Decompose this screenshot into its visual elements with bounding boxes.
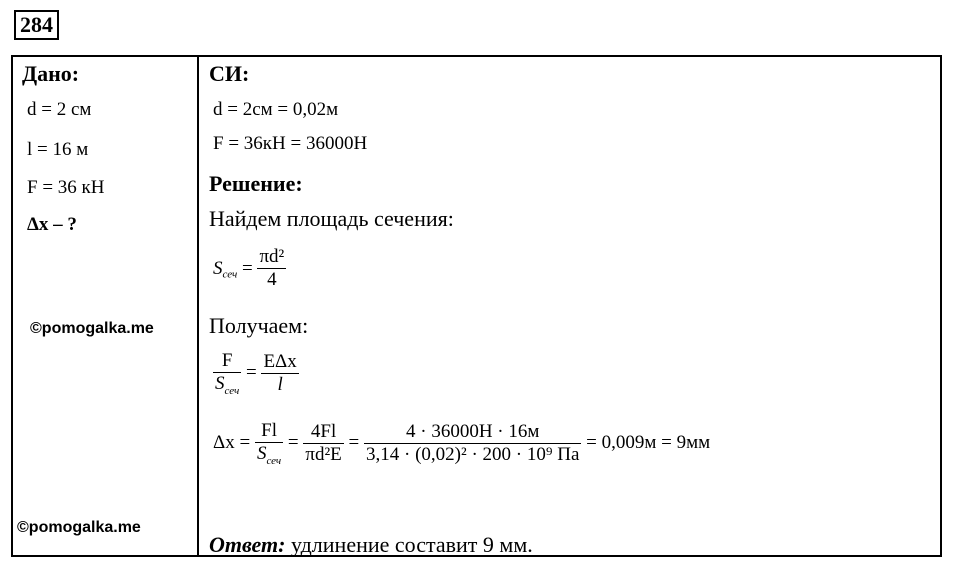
watermark-bottom: ©pomogalka.me xyxy=(17,519,141,536)
area-numerator: πd² xyxy=(259,246,285,267)
area-lhs: S xyxy=(213,257,223,279)
answer-label: Ответ: xyxy=(209,532,286,557)
watermark-top: ©pomogalka.me xyxy=(30,320,154,337)
equation-delta-x: Δx = Fl $S_{сеч}$ = $\frac{4Fl}{\text{πd²E}}$ = 4 · 36000Н · 16м 3,14 · (0,02)² · 200 · 10⁹ Па = 0,009м = 9мм xyxy=(213,420,711,467)
area-formula: $S_{сеч}$ = $\frac{\text{πd²}}{4}$ xyxy=(213,246,285,290)
solution-table xyxy=(11,55,942,557)
equation-hooke: F $S_{сеч}$ = EΔx l xyxy=(215,350,297,397)
eq2-fraction3-denominator: 3,14 · (0,02)² · 200 · 10⁹ Па xyxy=(366,443,580,465)
eq2-fraction3-numerator: 4 · 36000Н · 16м xyxy=(364,421,581,444)
eq1-left-numerator: F xyxy=(213,350,241,373)
given-line-diameter: d = 2 см xyxy=(27,99,92,120)
eq1-right-numerator: EΔx xyxy=(263,350,297,372)
area-lhs-sub: сеч xyxy=(222,268,238,281)
eq2-fraction2-numerator: 4Fl xyxy=(303,421,343,444)
find-area-text: Найдем площадь сечения: xyxy=(209,206,454,231)
eq1-left-denominator: S xyxy=(215,373,225,394)
problem-number: 284 xyxy=(14,10,59,40)
eq2-fraction1-denominator: S xyxy=(256,443,267,464)
given-line-force: F = 36 кН xyxy=(27,177,105,198)
given-title: Дано: xyxy=(22,61,80,86)
area-denominator: 4 xyxy=(267,269,277,290)
si-line-force: F = 36кН = 36000Н xyxy=(213,133,368,154)
si-title: СИ: xyxy=(209,61,250,86)
obtain-text: Получаем: xyxy=(209,313,309,338)
given-line-length: l = 16 м xyxy=(27,139,89,160)
answer-text: удлинение составит 9 мм. xyxy=(290,532,533,557)
eq2-start: Δx = xyxy=(213,432,251,454)
eq1-right-denominator: l xyxy=(277,373,283,395)
column-divider xyxy=(197,55,199,557)
eq2-result: = 0,009м = 9мм xyxy=(586,432,711,454)
given-line-unknown: Δx – ? xyxy=(27,214,77,235)
answer-line xyxy=(209,532,533,558)
si-line-diameter: d = 2см = 0,02м xyxy=(213,99,339,120)
eq2-fraction1-numerator: Fl xyxy=(255,420,283,443)
eq2-fraction2-denominator: πd²E xyxy=(305,443,342,465)
solution-title: Решение: xyxy=(209,171,303,196)
